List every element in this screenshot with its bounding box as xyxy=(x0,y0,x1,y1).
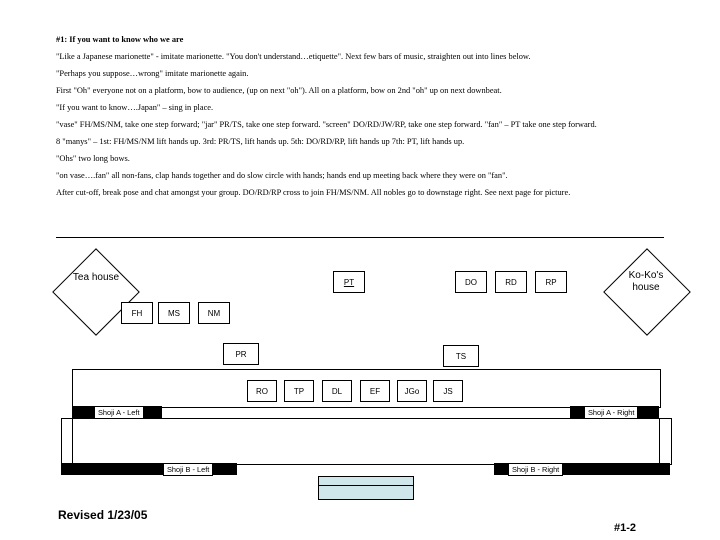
note-line: "Perhaps you suppose…wrong" imitate marionette again. xyxy=(56,69,249,78)
position-fh: FH xyxy=(121,302,153,324)
note-line: "Like a Japanese marionette" - imitate marionette. "You don't understand…etiquette". Next few bars of music, straighten out into lines below. xyxy=(56,52,531,61)
tea-house-label: Tea house xyxy=(72,272,120,283)
lower-stage-area xyxy=(61,418,672,465)
front-steps-lower xyxy=(318,485,414,500)
shoji-a-left-label: Shoji A - Left xyxy=(94,406,144,419)
position-pt: PT xyxy=(333,271,365,293)
note-line: 8 "manys" – 1st: FH/MS/NM lift hands up. 3rd: PR/TS, lift hands up. 5th: DO/RD/RP, lift hands up 7th: PT, lift hands up. xyxy=(56,137,465,146)
position-jgo: JGo xyxy=(397,380,427,402)
page-number: #1-2 xyxy=(614,522,637,534)
position-pr: PR xyxy=(223,343,259,365)
position-rd: RD xyxy=(495,271,527,293)
lower-stage-right-inset xyxy=(659,418,660,463)
position-rp: RP xyxy=(535,271,567,293)
koko-house-label: Ko-Ko's house xyxy=(628,270,664,293)
shoji-a-right-label: Shoji A - Right xyxy=(584,406,638,419)
note-line: "Ohs" two long bows. xyxy=(56,154,130,163)
position-dl: DL xyxy=(322,380,352,402)
note-line: "vase" FH/MS/NM, take one step forward; "jar" PR/TS, take one step forward. "screen" DO/RD/JW/RP, take one step forward. "fan" – PT take one step forward. xyxy=(56,120,597,129)
position-ef: EF xyxy=(360,380,390,402)
position-nm: NM xyxy=(198,302,230,324)
note-line: After cut-off, break pose and chat amongst your group. DO/RD/RP cross to join FH/MS/NM. All nobles go to downstage right. See next page for picture. xyxy=(56,188,571,197)
shoji-b-left-label: Shoji B - Left xyxy=(163,463,213,476)
position-do: DO xyxy=(455,271,487,293)
position-tp: TP xyxy=(284,380,314,402)
divider-line xyxy=(56,237,664,238)
choreography-notes xyxy=(56,34,660,204)
revised-date: Revised 1/23/05 xyxy=(58,508,148,522)
note-line: "on vase….fan" all non-fans, clap hands together and do slow circle with hands; hands end up meeting back where they were on "fan". xyxy=(56,171,508,180)
position-ms: MS xyxy=(158,302,190,324)
position-ro: RO xyxy=(247,380,277,402)
position-js: JS xyxy=(433,380,463,402)
notes-heading: #1: If you want to know who we are xyxy=(56,35,184,44)
lower-stage-left-inset xyxy=(72,418,73,463)
note-line: First "Oh" everyone not on a platform, bow to audience, (up on next "oh"). All on a platform, bow on 2nd "oh" up on next downbeat. xyxy=(56,86,502,95)
note-line: "If you want to know….Japan" – sing in place. xyxy=(56,103,214,112)
shoji-b-right-label: Shoji B - Right xyxy=(508,463,563,476)
position-ts: TS xyxy=(443,345,479,367)
